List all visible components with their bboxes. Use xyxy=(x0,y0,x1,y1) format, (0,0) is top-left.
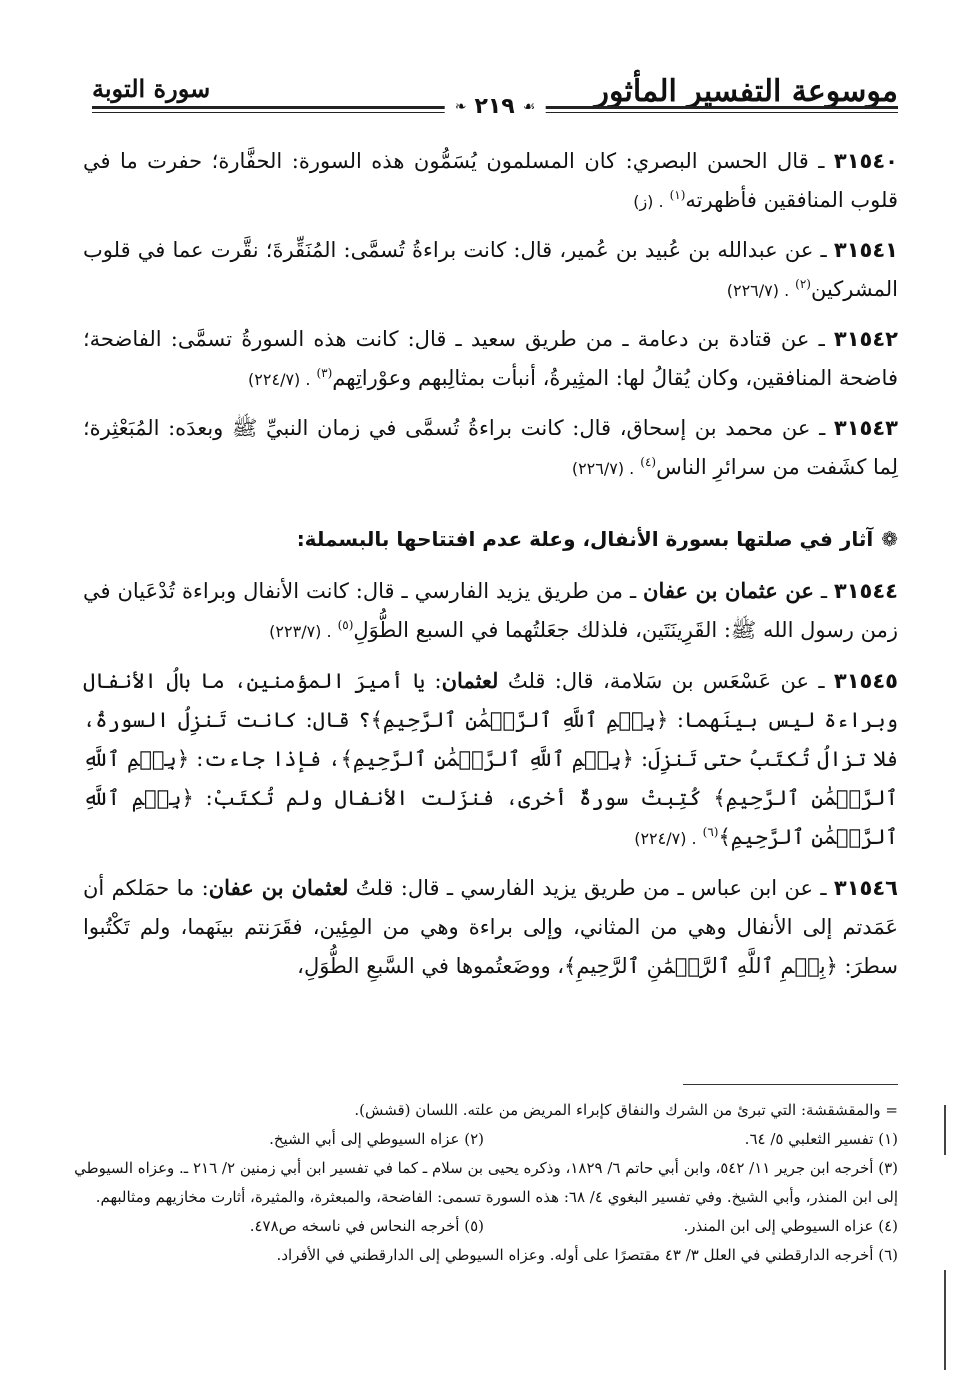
entry-text: ـ عن قتادة بن دعامة ـ من طريق سعيد ـ قال: كانت هذه السورةُ تسمَّى: الفاضحة؛ فاضحة المنافقين، وكان يُقالُ لها: المثِيرةُ، أنبأت بمثالِبهم وعوْراتِهم xyxy=(83,327,898,390)
footnote-row xyxy=(70,1212,898,1241)
entry-number: ٣١٥٤٦ xyxy=(833,876,898,900)
entry-text: : ما حمَلكم أن عَمَدتم إلى الأنفال وهي من المثاني، وإلى براءة وهي من المِئِين، فقَرَنتم بينَهما، ولم تَكْتُبوا سطرَ: ﴿بِسۡمِ ٱللَّهِ ٱلرَّحۡمَٰنِ ٱلرَّحِيمِ﴾، ووضَعتُموها في السَّبعِ الطُّوَلِ، xyxy=(83,876,898,978)
footnote-marker: (٣) xyxy=(316,366,333,380)
entry-reference: . (٢٢٤/٧) xyxy=(634,829,697,848)
entry-number: ٣١٥٤٥ xyxy=(833,669,898,693)
entry-prefix: ـ xyxy=(813,579,827,603)
entry xyxy=(83,868,898,986)
entry-reference: . (٢٢٤/٧) xyxy=(248,370,311,389)
footnote-marker: (٢) xyxy=(795,277,811,291)
section-heading xyxy=(83,520,898,559)
entry-text: ـ عن عبدالله بن عُبيد بن عُمير، قال: كانت براءةُ تُسمَّى: المُنَقِّرةَ؛ نقَّرت عما في قلوب المشركين xyxy=(83,238,898,301)
main-text xyxy=(83,142,898,996)
book-title: موسوعة التفسير المأثور xyxy=(594,74,898,109)
footnote-marker: (٦) xyxy=(702,825,719,839)
entry-reference: . (ز) xyxy=(633,192,664,211)
section-heading-text: آثار في صلتها بسورة الأنفال، وعلة عدم افتتاحها بالبسملة: xyxy=(296,527,874,551)
narrator-name: لعثمان xyxy=(441,668,499,693)
entry-text: ـ قال الحسن البصري: كان المسلمون يُسَمُّون هذه السورة: الحفَّارة؛ حفرت ما في قلوب المنافقين فأظهرته xyxy=(83,149,898,212)
page-number-box xyxy=(445,94,546,119)
ornament-right-icon: ❧ xyxy=(454,98,467,115)
flower-ornament-icon: ❁ xyxy=(881,527,898,551)
entry xyxy=(83,320,898,399)
surah-title: سورة التوبة xyxy=(92,74,211,103)
footnote-2: (٢) عزاه السيوطي إلى أبي الشيخ. xyxy=(269,1130,484,1148)
entry xyxy=(83,231,898,310)
margin-mark xyxy=(944,1105,946,1155)
entry-number: ٣١٥٤٣ xyxy=(833,416,898,440)
entry-prefix: ـ عن عَسْعَس بن سَلامة، قال: قلتُ xyxy=(498,669,825,693)
entry xyxy=(83,142,898,221)
entry-reference: . (٢٢٦/٧) xyxy=(571,459,635,478)
ornament-left-icon: ☙ xyxy=(522,98,536,115)
footnote-6: (٦) أخرجه الدارقطني في العلل ٣/ ٤٣ مقتصرًا على أوله. وعزاه السيوطي إلى الدارقطني في الأفراد. xyxy=(276,1246,898,1264)
page-header xyxy=(92,62,898,132)
footnote-4: (٤) عزاه السيوطي إلى ابن المنذر. xyxy=(683,1217,898,1235)
footnote-5: (٥) أخرجه النحاس في ناسخه ص٤٧٨. xyxy=(249,1217,484,1235)
entry-reference: . (٢٢٣/٧) xyxy=(269,622,332,641)
entry xyxy=(83,571,898,651)
entry-prefix: ـ عن ابن عباس ـ من طريق يزيد الفارسي ـ قال: قلتُ xyxy=(348,876,827,900)
footnote-row xyxy=(70,1125,898,1154)
footnote-marker: (٤) xyxy=(640,455,657,469)
footnote-marker: (١) xyxy=(669,188,686,202)
entry xyxy=(83,661,898,858)
footnote-separator xyxy=(683,1084,898,1085)
entry-number: ٣١٥٤٤ xyxy=(833,579,898,603)
entry-reference: . (٢٢٦/٧) xyxy=(726,281,790,300)
entry-number: ٣١٥٤٢ xyxy=(833,327,898,351)
footnote-3: (٣) أخرجه ابن جرير ١١/ ٥٤٢، وابن أبي حاتم ٦/ ١٨٢٩، وذكره يحيى بن سلام ـ كما في تفسير ابن أبي زمنين ٢/ ٢١٦ ـ. وعزاه السيوطي إلى ابن المنذر، وأبي الشيخ. وفي تفسير البغوي ٤/ ٦٨: هذه السورة تسمى: الفاضحة، والمبعثرة، والمثيرة، أثارت مخازيهم ومثالبهم. xyxy=(74,1159,898,1206)
footnote-continued: = والمقشقشة: التي تبرئ من الشرك والنفاق كإبراء المريض من علته. اللسان (قشش). xyxy=(354,1101,898,1119)
footnote-1: (١) تفسير الثعلبي ٥/ ٦٤. xyxy=(744,1130,898,1148)
entry-text: ـ عن محمد بن إسحاق، قال: كانت براءةُ تُسمَّى في زمان النبيِّ ﷺ وبعدَه: المُبَعْثِرة؛ لِما كشَفت من سرائرِ الناس xyxy=(83,416,898,479)
entry-text: ـ من طريق يزيد الفارسي ـ قال: كانت الأنفال وبراءة تُدْعَيان في زمن رسول الله ﷺ: القَرِينَتَين، فلذلك جعَلتُهما في السبع الطُّوَلِ xyxy=(83,579,898,642)
narrator-name: عن عثمان بن عفان xyxy=(643,578,814,603)
margin-mark xyxy=(944,1270,946,1370)
page-number: ٢١٩ xyxy=(474,94,515,119)
footnote-marker: (٥) xyxy=(337,618,354,632)
footnotes xyxy=(70,1096,898,1270)
entry-number: ٣١٥٤١ xyxy=(833,238,898,262)
narrator-name: لعثمان بن عفان xyxy=(208,875,349,900)
entry xyxy=(83,409,898,488)
entry-text: : يا أميرَ المؤمنين، ما بالُ الأنفال وبراءة ليس بينَهما: ﴿بِسۡمِ ٱللَّهِ ٱلرَّحۡمَٰنِ ٱلرَّحِيمِ﴾؟ قال: كانت تَنزِلُ السورةُ، فلا تزالُ تُكتَبُ حتى تَنزِلَ: ﴿بِسۡمِ ٱللَّهِ ٱلرَّحۡمَٰنِ ٱلرَّحِيمِ﴾، فإذا جاءت: ﴿بِسۡمِ ٱللَّهِ ٱلرَّحۡمَٰنِ ٱلرَّحِيمِ﴾ كُتِبتْ سورةٌ أخرى، فنزَلت الأنفال ولم تُكتَبْ: ﴿بِسۡمِ ٱللَّهِ ٱلرَّحۡمَٰنِ ٱلرَّحِيمِ﴾ xyxy=(83,669,898,849)
entry-number: ٣١٥٤٠ xyxy=(833,149,898,173)
